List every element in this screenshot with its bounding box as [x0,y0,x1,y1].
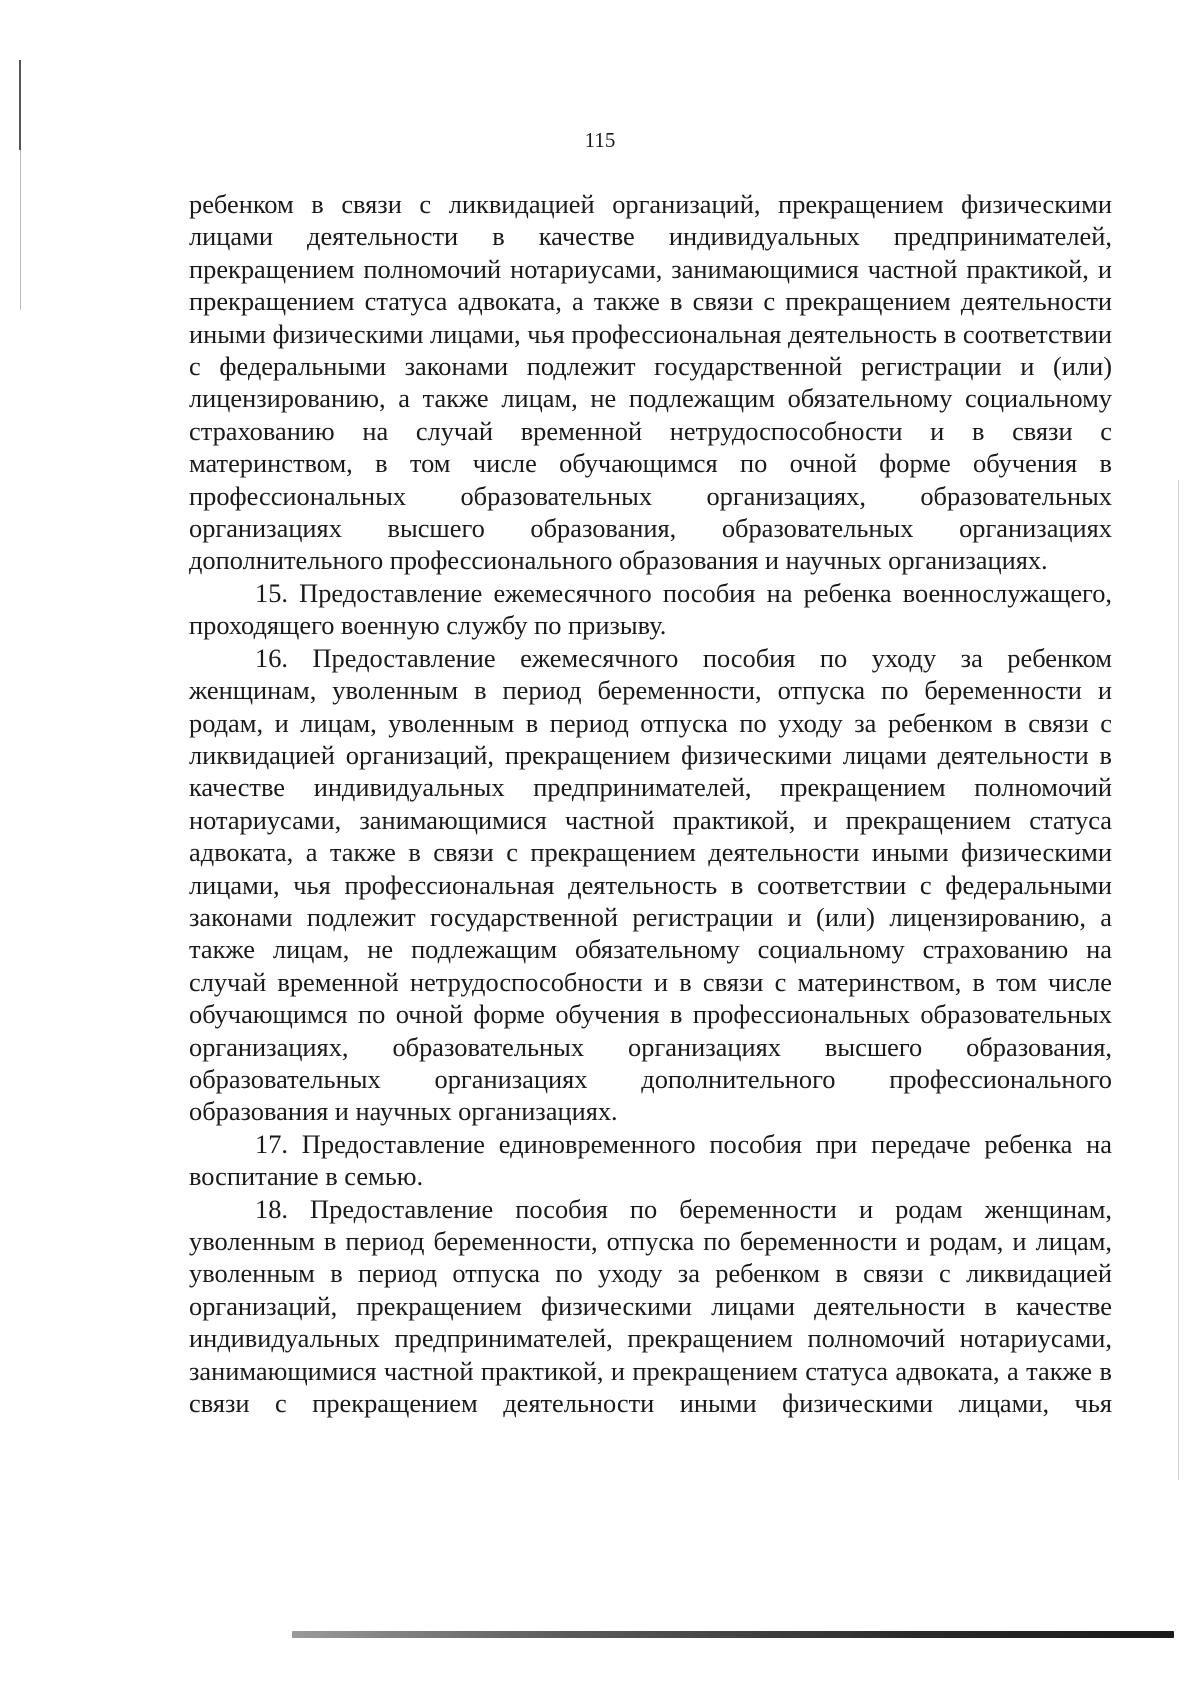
scan-edge-mark [20,150,21,310]
paragraph-continuation: ребенком в связи с ликвидацией организаций, прекращением физическими лицами деятельности в качестве индивидуальных предпринимателей, прекращением полномочий нотариусами, занимающимися частной практикой, и прекращением статуса адвоката, а также в связи с прекращением деятельности иными физическими лицами, чья профессиональная деятельность в соответствии с федеральными законами подлежит государственной регистрации и (или) лицензированию, а также лицам, не подлежащим обязательному социальному страхованию на случай временной нетрудоспособности и в связи с материнством, в том числе обучающимся по очной форме обучения в профессиональных образовательных организациях, образовательных организациях высшего образования, образовательных организациях дополнительного профессионального образования и научных организациях. [189,189,1112,576]
paragraph-item-18: 18. Предоставление пособия по беременности и родам женщинам, уволенным в период беременности, отпуска по беременности и родам, и лицам, уволенным в период отпуска по уходу за ребенком в связи с ликвидацией организаций, прекращением физическими лицами деятельности в качестве индивидуальных предпринимателей, прекращением полномочий нотариусами, занимающимися частной практикой, и прекращением статуса адвоката, а также в связи с прекращением деятельности иными физическими лицами, чья [189,1193,1112,1419]
paragraph-item-16: 16. Предоставление ежемесячного пособия по уходу за ребенком женщинам, уволенным в период беременности, отпуска по беременности и родам, и лицам, уволенным в период отпуска по уходу за ребенком в связи с ликвидацией организаций, прекращением физическими лицами деятельности в качестве индивидуальных предпринимателей, прекращением полномочий нотариусами, занимающимися частной практикой, и прекращением статуса адвоката, а также в связи с прекращением деятельности иными физическими лицами, чья профессиональная деятельность в соответствии с федеральными законами подлежит государственной регистрации и (или) лицензированию, а также лицам, не подлежащим обязательному социальному страхованию на случай временной нетрудоспособности и в связи с материнством, в том числе обучающимся по очной форме обучения в профессиональных образовательных организациях, образовательных организациях высшего образования, образовательных организациях дополнительного профессионального образования и научных организациях. [189,642,1112,1127]
paragraph-item-17: 17. Предоставление единовременного пособия при передаче ребенка на воспитание в семью. [189,1128,1112,1192]
page-number: 115 [584,128,616,152]
document-body [189,188,1112,1419]
bottom-scan-rule [292,1631,1174,1638]
scan-edge-mark [1178,480,1179,1480]
paragraph-item-15: 15. Предоставление ежемесячного пособия на ребенка военнослужащего, проходящего военную службу по призыву. [189,577,1112,641]
